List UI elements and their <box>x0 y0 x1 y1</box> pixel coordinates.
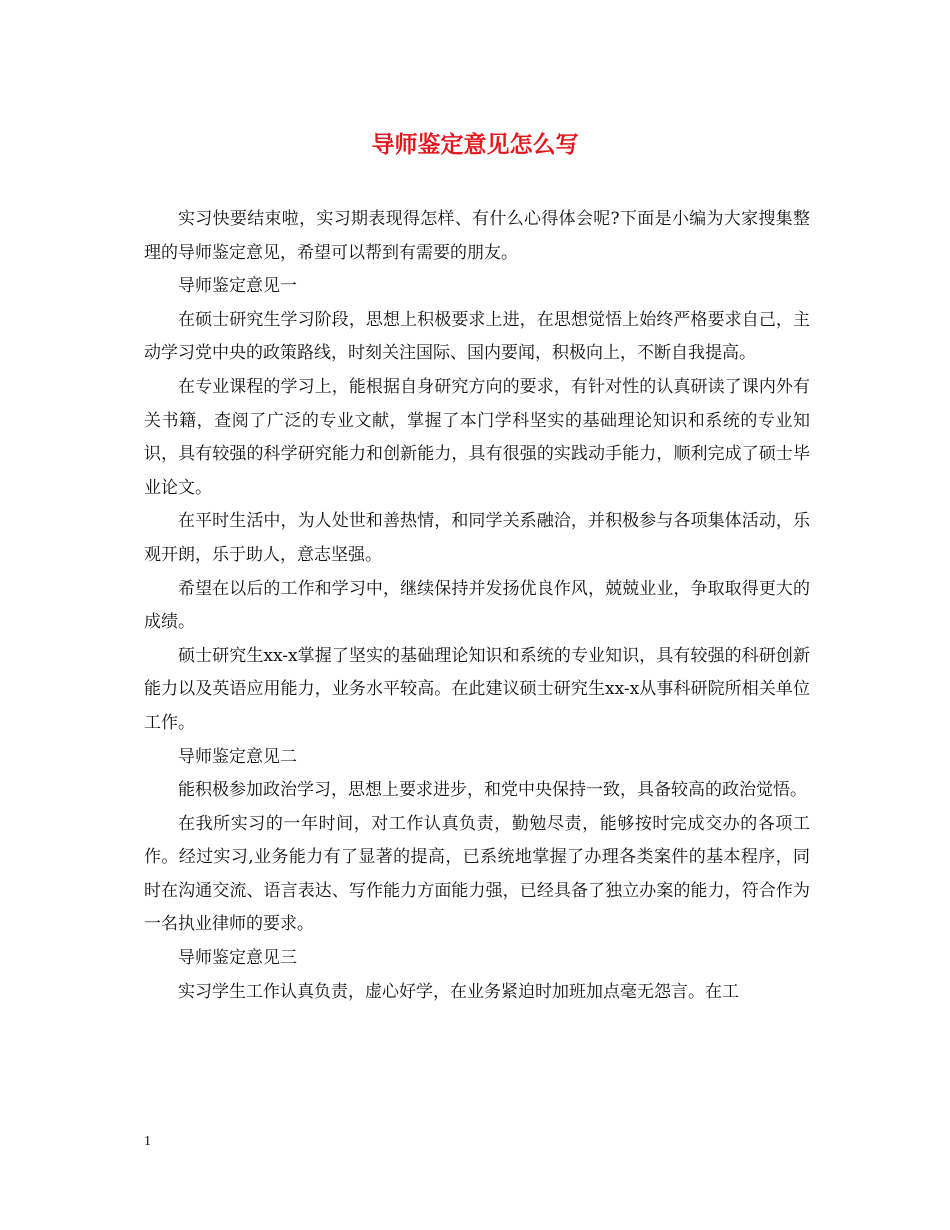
paragraph: 硕士研究生xx-x掌握了坚实的基础理论知识和系统的专业知识，具有较强的科研创新能力以及英语应用能力，业务水平较高。在此建议硕士研究生xx-x从事科研院所相关单位工作。 <box>144 645 810 733</box>
paragraph: 在平时生活中，为人处世和善热情，和同学关系融洽，并积极参与各项集体活动，乐观开朗，乐于助人，意志坚强。 <box>144 511 810 565</box>
paragraph: 在专业课程的学习上，能根据自身研究方向的要求，有针对性的认真研读了课内外有关书籍，查阅了广泛的专业文献，掌握了本门学科坚实的基础理论知识和系统的专业知识，具有较强的科学研究能力和创新能力，具有很强的实践动手能力，顺利完成了硕士毕业论文。 <box>144 376 810 498</box>
paragraph: 能积极参加政治学习，思想上要求进步，和党中央保持一致，具备较高的政治觉悟。 <box>178 780 807 801</box>
page-number: 1 <box>144 1134 151 1149</box>
paragraph: 在我所实习的一年时间，对工作认真负责，勤勉尽责，能够按时完成交办的各项工作。经过实习,业务能力有了显著的提高，已系统地掌握了办理各类案件的基本程序，同时在沟通交流、语言表达、写作能力方面能力强，已经具备了独立办案的能力，符合作为一名执业律师的要求。 <box>144 813 810 935</box>
paragraph: 实习学生工作认真负责，虚心好学，在业务紧迫时加班加点毫无怨言。在工 <box>178 981 739 1002</box>
document-body <box>144 203 810 1009</box>
paragraph: 在硕士研究生学习阶段，思想上积极要求上进，在思想觉悟上始终严格要求自己，主动学习党中央的政策路线，时刻关注国际、国内要闻，积极向上，不断自我提高。 <box>144 309 810 364</box>
section-heading-2: 导师鉴定意见二 <box>178 746 297 767</box>
intro-paragraph: 实习快要结束啦，实习期表现得怎样、有什么心得体会呢?下面是小编为大家搜集整理的导师鉴定意见，希望可以帮到有需要的朋友。 <box>144 209 810 263</box>
document-title: 导师鉴定意见怎么写 <box>371 131 579 158</box>
paragraph: 希望在以后的工作和学习中，继续保持并发扬优良作风，兢兢业业，争取取得更大的成绩。 <box>144 578 810 633</box>
section-heading-1: 导师鉴定意见一 <box>178 276 297 297</box>
section-heading-3: 导师鉴定意见三 <box>178 948 297 969</box>
